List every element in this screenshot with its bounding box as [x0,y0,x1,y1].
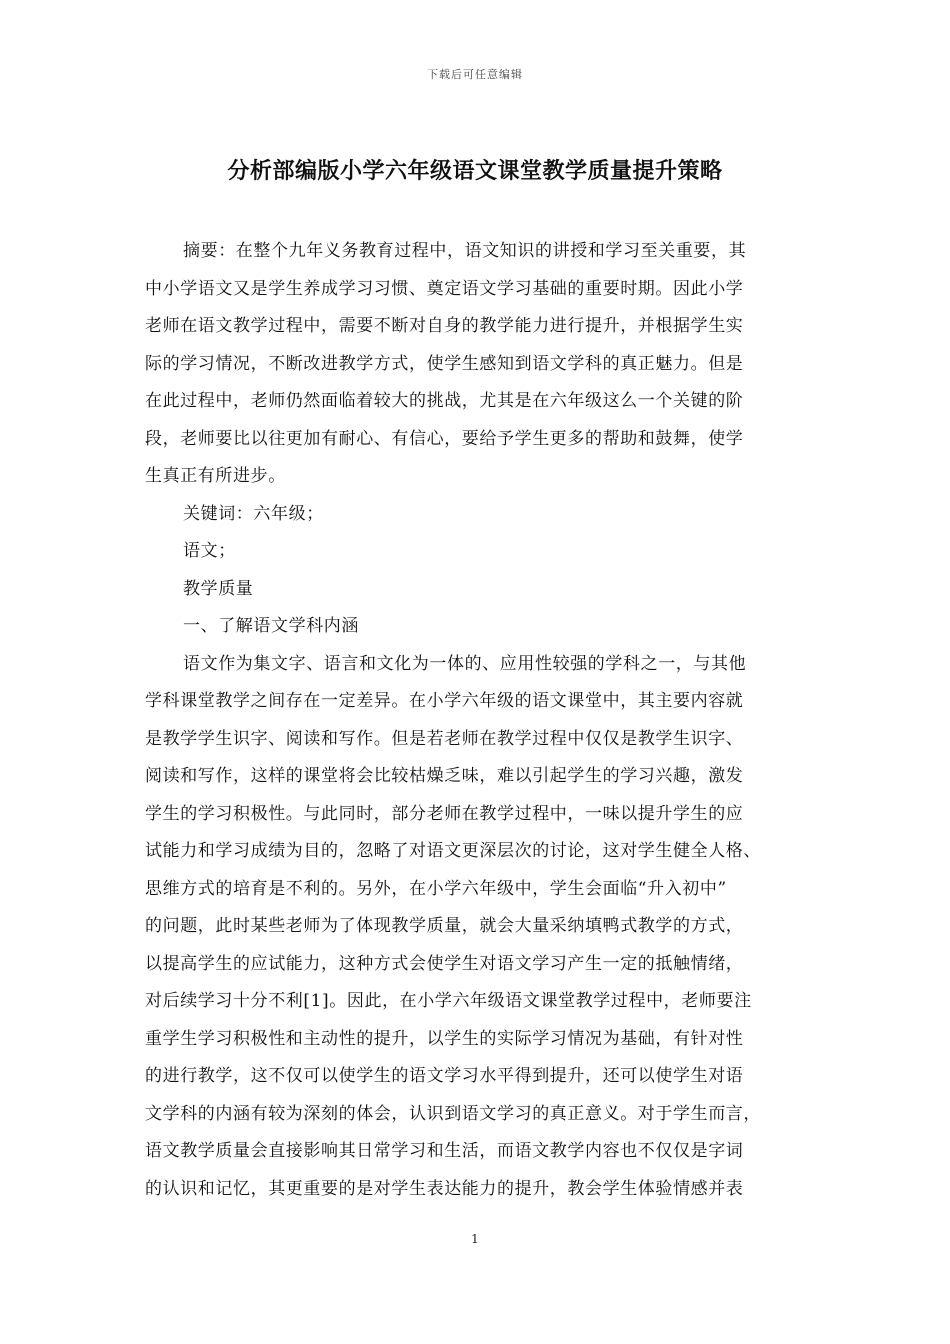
paragraph-line: 的问题，此时某些老师为了体现教学质量，就会大量采纳填鸭式教学的方式， [145,916,744,936]
abstract-line: 摘要：在整个九年义务教育过程中，语文知识的讲授和学习至关重要，其 [183,241,747,261]
abstract-line: 在此过程中，老师仍然面临着较大的挑战，尤其是在六年级这么一个关键的阶 [145,391,744,411]
paragraph-line: 文学科的内涵有较为深刻的体会，认识到语文学习的真正意义。对于学生而言， [145,1103,761,1124]
page-header-note: 下载后可任意编辑 [427,68,523,81]
paragraph-line: 语文教学质量会直接影响其日常学习和生活，而语文教学内容也不仅仅是字词 [145,1141,744,1161]
document-title: 分析部编版小学六年级语文课堂教学质量提升策略 [227,158,723,184]
paragraph-line: 语文作为集文字、语言和文化为一体的、应用性较强的学科之一，与其他 [183,653,747,674]
keywords-line: 教学质量 [183,578,254,599]
abstract-line: 生真正有所进步。 [145,466,286,486]
paragraph-line: 学科课堂教学之间存在一定差异。在小学六年级的语文课堂中，其主要内容就 [145,691,744,711]
paragraph-line: 阅读和写作，这样的课堂将会比较枯燥乏味，难以引起学生的学习兴趣，激发 [145,766,744,786]
paragraph-line: 重学生学习积极性和主动性的提升，以学生的实际学习情况为基础，有针对性 [145,1028,744,1049]
abstract-line: 中小学语文又是学生养成学习习惯、奠定语文学习基础的重要时期。因此小学 [145,278,744,299]
abstract-line: 段，老师要比以往更加有耐心、有信心，要给予学生更多的帮助和鼓舞，使学 [145,428,744,449]
abstract-line: 老师在语文教学过程中，需要不断对自身的教学能力进行提升，并根据学生实 [145,316,744,336]
paragraph-line: 的进行教学，这不仅可以使学生的语文学习水平得到提升，还可以使学生对语 [145,1066,744,1086]
page-number: 1 [471,1232,479,1246]
document-body [145,233,825,1208]
keywords-line: 关键词：六年级； [183,503,324,524]
section-heading: 一、了解语文学科内涵 [183,616,359,636]
paragraph-line: 以提高学生的应试能力，这种方式会使学生对语文学习产生一定的抵触情绪， [145,953,744,974]
paragraph-line: 的认识和记忆，其更重要的是对学生表达能力的提升，教会学生体验情感并表 [145,1178,744,1199]
paragraph-line: 思维方式的培育是不利的。另外，在小学六年级中，学生会面临“升入初中” [145,878,727,899]
keywords-line: 语文； [183,541,236,561]
paragraph-line: 是教学学生识字、阅读和写作。但是若老师在教学过程中仅仅是教学生识字、 [145,728,744,749]
paragraph-line: 对后续学习十分不利[1]。因此，在小学六年级语文课堂教学过程中，老师要注 [145,991,752,1011]
abstract-line: 际的学习情况，不断改进教学方式，使学生感知到语文学科的真正魅力。但是 [145,353,744,374]
paragraph-line: 学生的学习积极性。与此同时，部分老师在教学过程中，一味以提升学生的应 [145,803,744,824]
paragraph-line: 试能力和学习成绩为目的，忽略了对语文更深层次的讨论，这对学生健全人格、 [145,841,761,861]
